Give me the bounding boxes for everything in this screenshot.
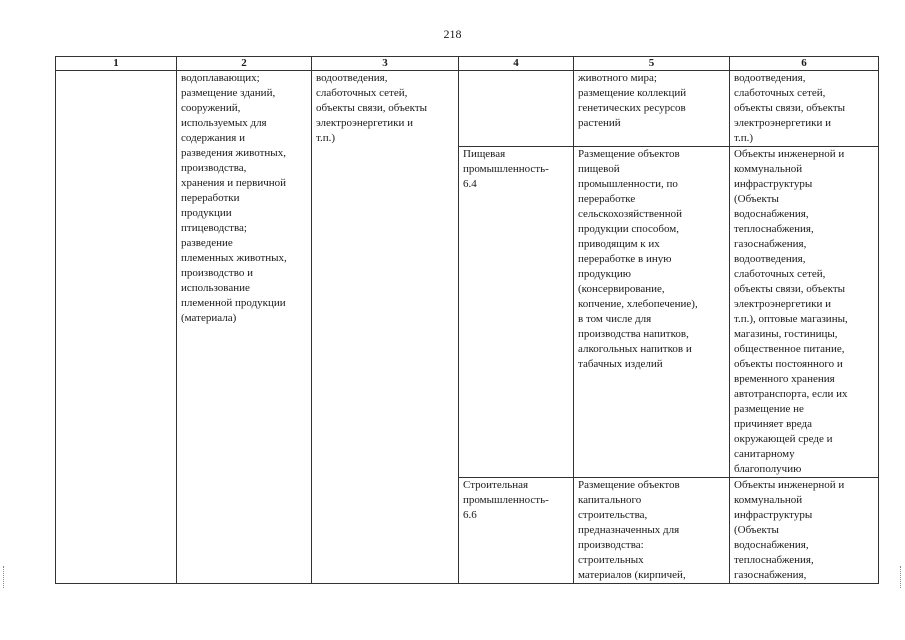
column-header-4: 4: [459, 57, 574, 71]
header-row: [56, 57, 879, 71]
allowed-objects-cell: водоотведения, слаботочных сетей, объекты связи, объекты электроэнергетики и т.п.): [312, 71, 459, 584]
column-header-6: 6: [730, 57, 879, 71]
table-row: [56, 71, 879, 147]
use-description-cell: водоплавающих; размещение зданий, сооружений, используемых для содержания и разведения животных, производства, хранения и первичной переработки продукции птицеводства; разведение племенных животных, производство и использование племенной продукции (материала): [177, 71, 312, 584]
column-header-2: 2: [177, 57, 312, 71]
activity-objects-cell: Объекты инженерной и коммунальной инфраструктуры (Объекты водоснабжения, теплоснабжения, газоснабжения, водоотведения, слаботочных сетей, объекты связи, объекты электроэнергетики и т.п.), оптовые магазины, магазины, гостиницы, общественное питание, объекты постоянного и временного хранения автотранспорта, если их размещение не причиняет вреда окружающей среде и санитарному благополучию: [730, 147, 879, 478]
activity-type-cell: Пищевая промышленность- 6.4: [459, 147, 574, 478]
activity-description-cell: Размещение объектов пищевой промышленности, по переработке сельскохозяйственной продукции способом, приводящим к их переработке в иную продукцию (консервирование, копчение, хлебопечение), в том числе для производства напитков, алкогольных напитков и табачных изделий: [574, 147, 730, 478]
activity-type-cell: Строительная промышленность- 6.6: [459, 478, 574, 584]
column-header-3: 3: [312, 57, 459, 71]
column-header-5: 5: [574, 57, 730, 71]
activity-description-cell: Размещение объектов капитального строительства, предназначенных для производства: строительных материалов (кирпичей,: [574, 478, 730, 584]
zoning-table: [55, 56, 879, 584]
scan-edge-mark-right: [900, 566, 902, 588]
activity-objects-cell: Объекты инженерной и коммунальной инфраструктуры (Объекты водоснабжения, теплоснабжения, газоснабжения,: [730, 478, 879, 584]
scan-edge-mark-left: [3, 566, 5, 588]
activity-type-cell: [459, 71, 574, 147]
column-header-1: 1: [56, 57, 177, 71]
activity-objects-cell: водоотведения, слаботочных сетей, объекты связи, объекты электроэнергетики и т.п.): [730, 71, 879, 147]
activity-description-cell: животного мира; размещение коллекций генетических ресурсов растений: [574, 71, 730, 147]
col1-cell: [56, 71, 177, 584]
page-number: 218: [443, 27, 462, 41]
